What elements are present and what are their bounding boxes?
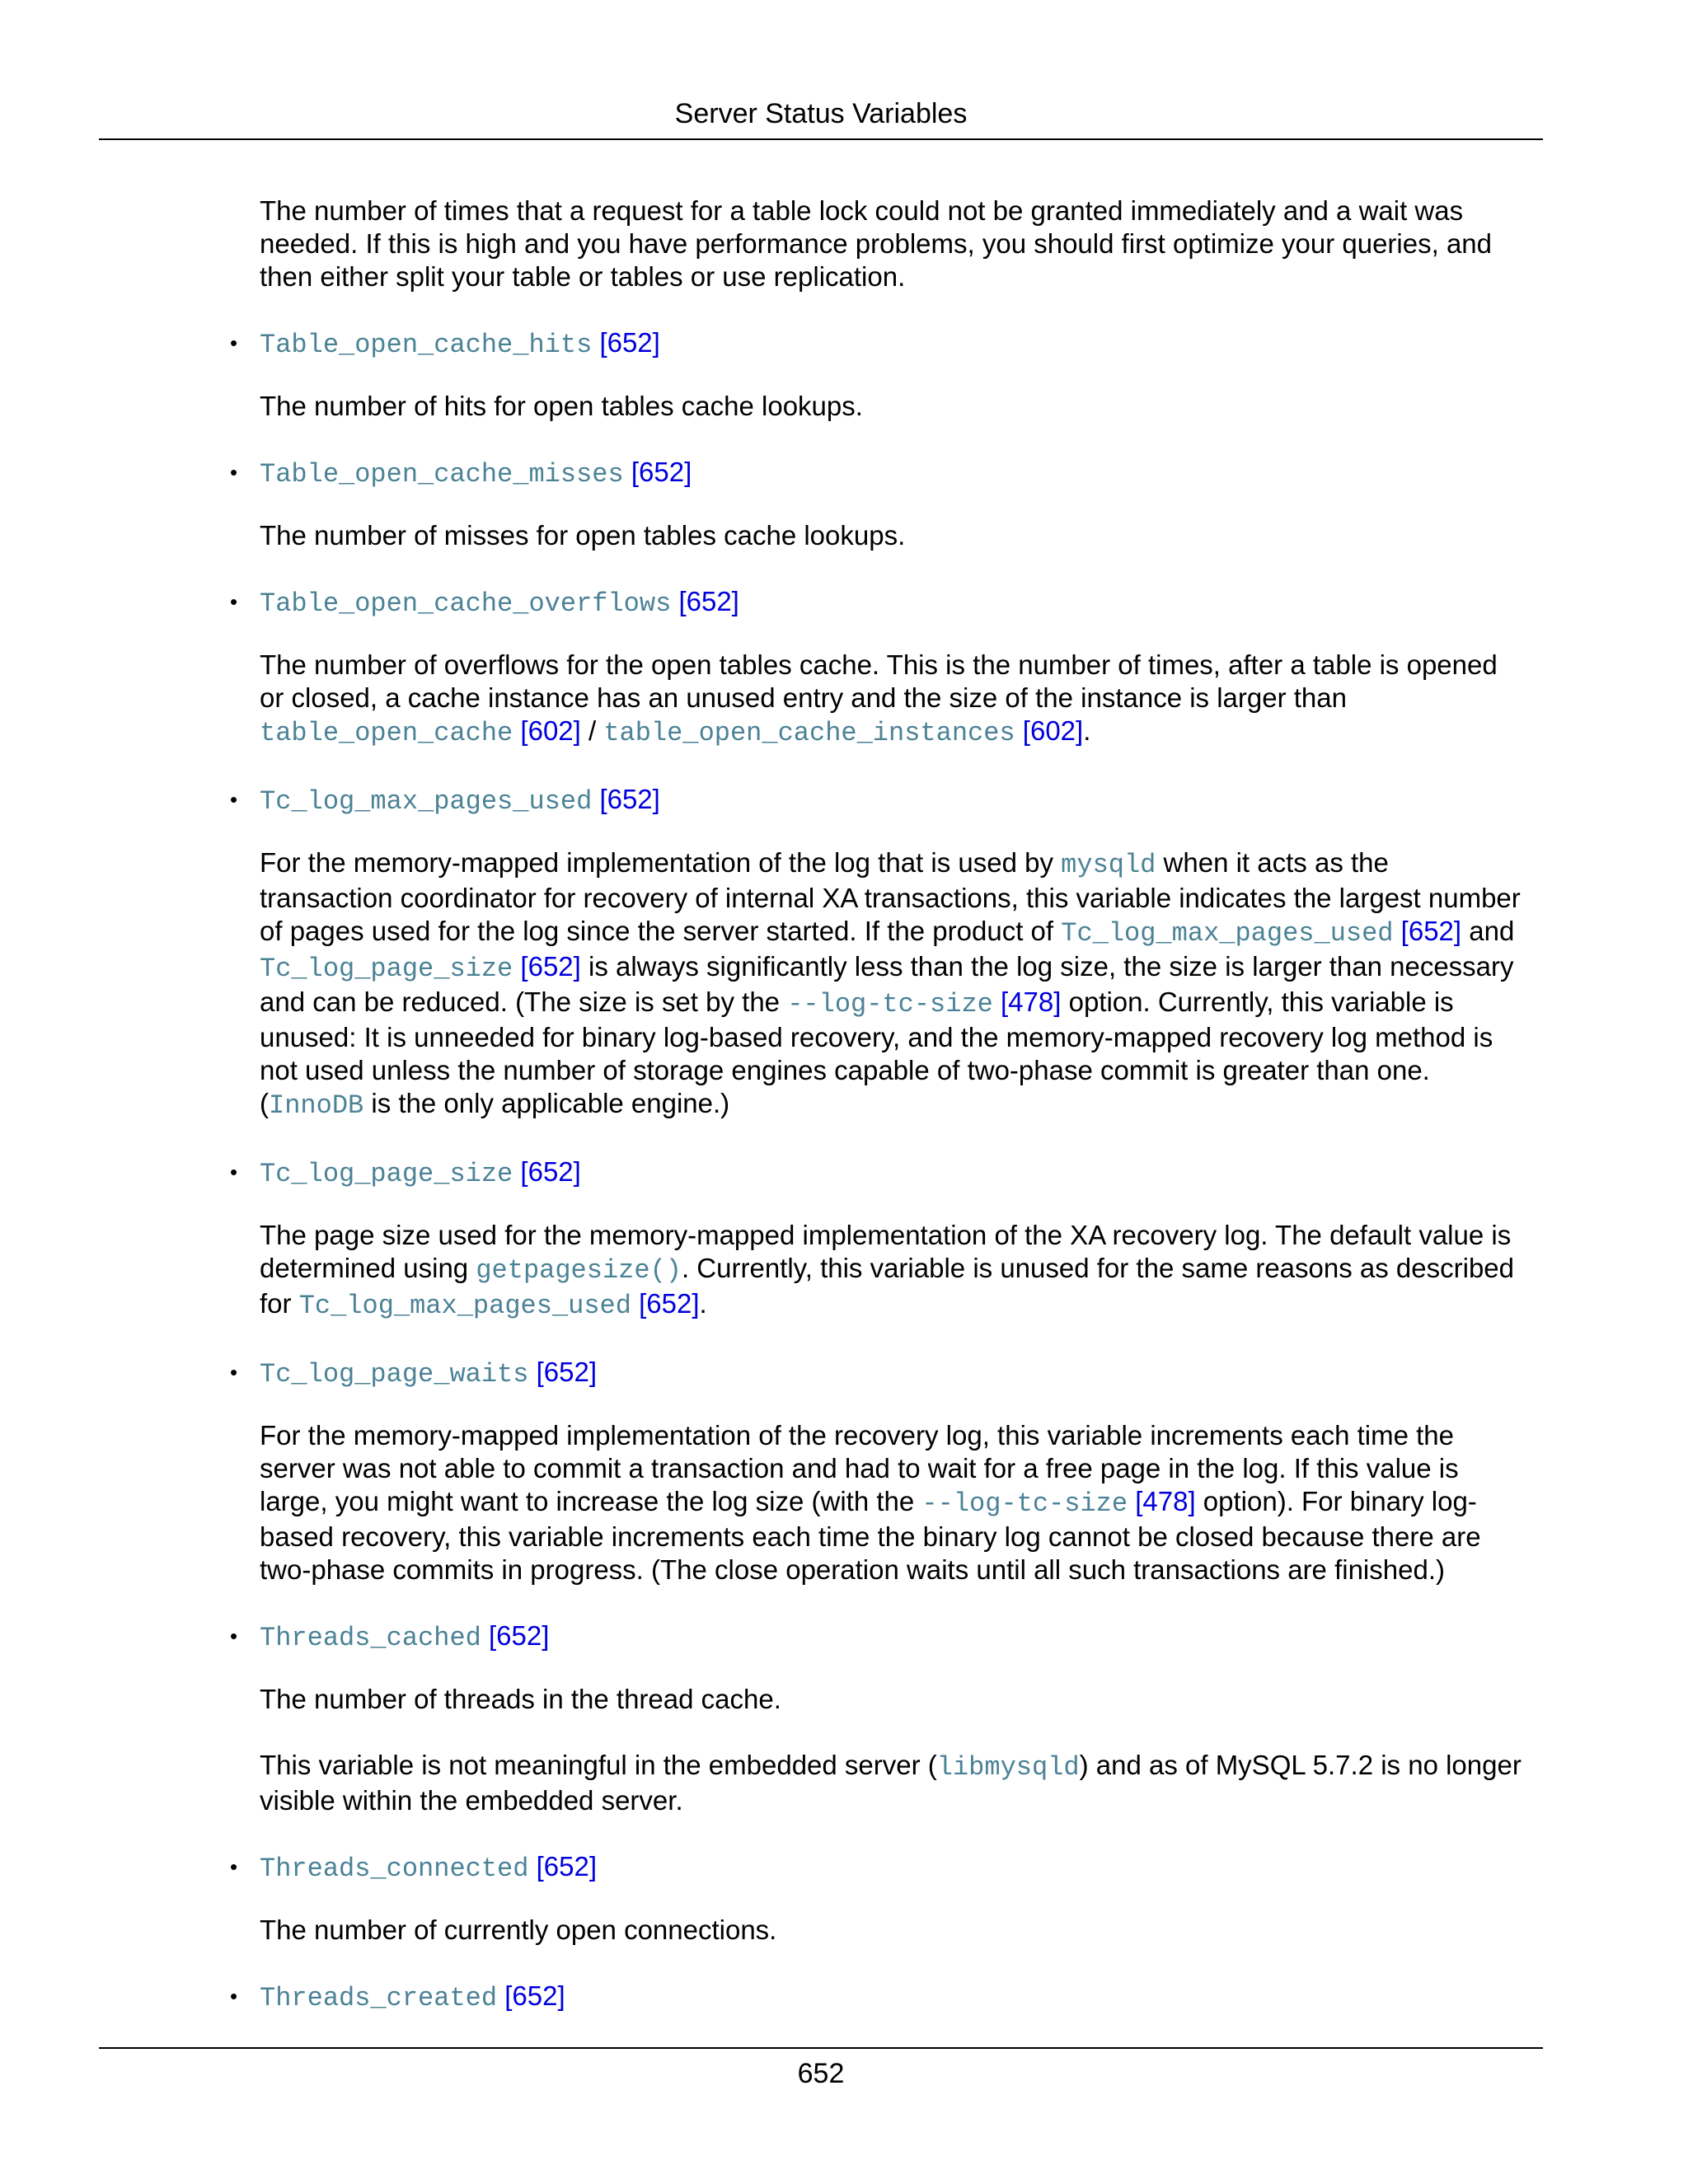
variable-description: The number of threads in the thread cache. [260,1684,781,1714]
description-text: option. Currently, this variable is unused: It is unneeded for binary log-based recovery, and the memory-mapped recovery log method is not used unless the number of storage engines capable of two-phase commit is greater than one. ( [260,987,1493,1118]
description-text: . [1083,715,1091,746]
intro-paragraph: The number of times that a request for a table lock could not be granted immediately and a wait was needed. If this is high and you have performance problems, you should first optimize your queries, and then either split your table or tables or use replication. [260,195,1493,292]
page-ref-link[interactable]: [652] [1400,916,1462,946]
variable-note [260,1749,1529,1817]
description-text: and [1461,916,1515,946]
variable-link-tc-log-max-pages-used[interactable]: Tc_log_max_pages_used [298,1291,631,1321]
page-ref-link[interactable]: [652] [536,1851,598,1882]
engine-link-innodb[interactable]: InnoDB [269,1090,364,1121]
description-text: is always significantly less than the log size, the size is larger than necessary and can be reduced. (The size is set by the [260,951,1514,1017]
description-text: This variable is not meaningful in the embedded server ( [260,1750,937,1780]
description-text: For the memory-mapped implementation of the recovery log, this variable increments each time the server was not able to commit a transaction and had to wait for a free page in the log. If this value is large, you might want to increase the log size (with the [260,1420,1459,1516]
variable-link-tc-log-max-pages-used[interactable]: Tc_log_max_pages_used [1061,918,1394,949]
page-ref-link[interactable]: [652] [504,1980,565,2011]
page-ref-link[interactable]: [602] [520,715,581,746]
variable-link-threads-connected[interactable]: Threads_connected [260,1854,529,1884]
variable-entry-threads-created [230,1980,1529,2013]
bullet-icon: • [230,589,238,614]
description-text: The number of overflows for the open tables cache. This is the number of times, after a table is opened or closed, a cache instance has an unused entry and the size of the instance is larger than [260,649,1498,713]
description-text: when it acts as the transaction coordinator for recovery of internal XA transactions, this variable indicates the largest number of pages used for the log since the server started. If the product of [260,847,1521,946]
variable-link-tc-log-max-pages-used[interactable]: Tc_log_max_pages_used [260,786,593,817]
page-ref-link[interactable]: [478] [1001,987,1062,1017]
page-ref-link[interactable]: [652] [599,784,660,814]
variable-link-tc-log-page-size[interactable]: Tc_log_page_size [260,954,513,984]
description-text: For the memory-mapped implementation of the log that is used by [260,847,1062,878]
bullet-icon: • [230,1854,238,1879]
description-text: . [699,1288,707,1319]
description-text: The page size used for the memory-mapped implementation of the XA recovery log. The default value is determined using [260,1220,1512,1283]
description-text: . Currently, this variable is unused for the same reasons as described for [260,1253,1515,1319]
page-footer [99,2047,1543,2095]
variable-description [260,846,1529,1122]
description-text: ) and as of MySQL 5.7.2 is no longer visible within the embedded server. [260,1750,1522,1816]
page-ref-link[interactable]: [652] [678,586,739,616]
page-header [99,92,1543,140]
variable-entry-tc-log-page-size [230,1155,1529,1189]
variable-entry-table-open-cache-hits [230,326,1529,360]
variable-entry-table-open-cache-misses [230,456,1529,490]
page-ref-link[interactable]: [652] [536,1357,598,1387]
variable-description [260,649,1529,750]
variable-entry-threads-connected [230,1850,1529,1884]
page-ref-link[interactable]: [652] [639,1288,700,1319]
command-link-mysqld[interactable]: mysqld [1061,850,1156,880]
page-ref-link[interactable]: [652] [631,457,692,487]
page-ref-link[interactable]: [652] [489,1620,550,1651]
variable-entry-tc-log-max-pages-used [230,783,1529,817]
option-link-log-tc-size[interactable]: --log-tc-size [787,989,993,1019]
separator-text: / [580,715,604,746]
variable-link-table-open-cache[interactable]: table_open_cache [260,718,513,748]
bullet-icon: • [230,787,238,812]
page-ref-link[interactable]: [652] [599,327,660,358]
variable-link-table-open-cache-misses[interactable]: Table_open_cache_misses [260,459,624,490]
page-header-title: Server Status Variables [674,98,968,129]
page-ref-link[interactable]: [652] [520,1156,581,1187]
variable-link-table-open-cache-hits[interactable]: Table_open_cache_hits [260,330,593,360]
variable-entry-tc-log-page-waits [230,1356,1529,1390]
bullet-icon: • [230,1624,238,1648]
variable-entry-table-open-cache-overflows [230,585,1529,619]
variable-description [260,1419,1529,1586]
variable-entry-threads-cached [230,1619,1529,1653]
variable-link-table-open-cache-overflows[interactable]: Table_open_cache_overflows [260,588,672,619]
variable-link-table-open-cache-instances[interactable]: table_open_cache_instances [603,718,1015,748]
bullet-icon: • [230,1360,238,1385]
page-ref-link[interactable]: [478] [1135,1486,1196,1516]
bullet-icon: • [230,330,238,355]
variable-description: The number of currently open connections. [260,1915,777,1945]
variable-description [260,1219,1529,1323]
description-text: option). For binary log-based recovery, this variable increments each time the binary log cannot be closed because there are two-phase commits in progress. (The close operation waits until all such transactions are finished.) [260,1486,1481,1585]
library-link-libmysqld[interactable]: libmysqld [936,1752,1080,1783]
page-ref-link[interactable]: [602] [1022,715,1084,746]
page-ref-link[interactable]: [652] [520,951,581,982]
bullet-icon: • [230,1160,238,1184]
page-number: 652 [797,2058,845,2089]
option-link-log-tc-size[interactable]: --log-tc-size [921,1488,1128,1519]
variable-link-threads-created[interactable]: Threads_created [260,1983,498,2013]
bullet-icon: • [230,460,238,485]
variable-link-tc-log-page-waits[interactable]: Tc_log_page_waits [260,1359,529,1390]
function-link-getpagesize[interactable]: getpagesize() [476,1255,682,1286]
variable-link-tc-log-page-size[interactable]: Tc_log_page_size [260,1159,513,1189]
page-content [230,194,1529,2043]
description-text: is the only applicable engine.) [363,1088,730,1118]
variable-description: The number of hits for open tables cache lookups. [260,391,863,421]
variable-link-threads-cached[interactable]: Threads_cached [260,1623,481,1653]
variable-description: The number of misses for open tables cache lookups. [260,520,906,551]
bullet-icon: • [230,1984,238,2008]
